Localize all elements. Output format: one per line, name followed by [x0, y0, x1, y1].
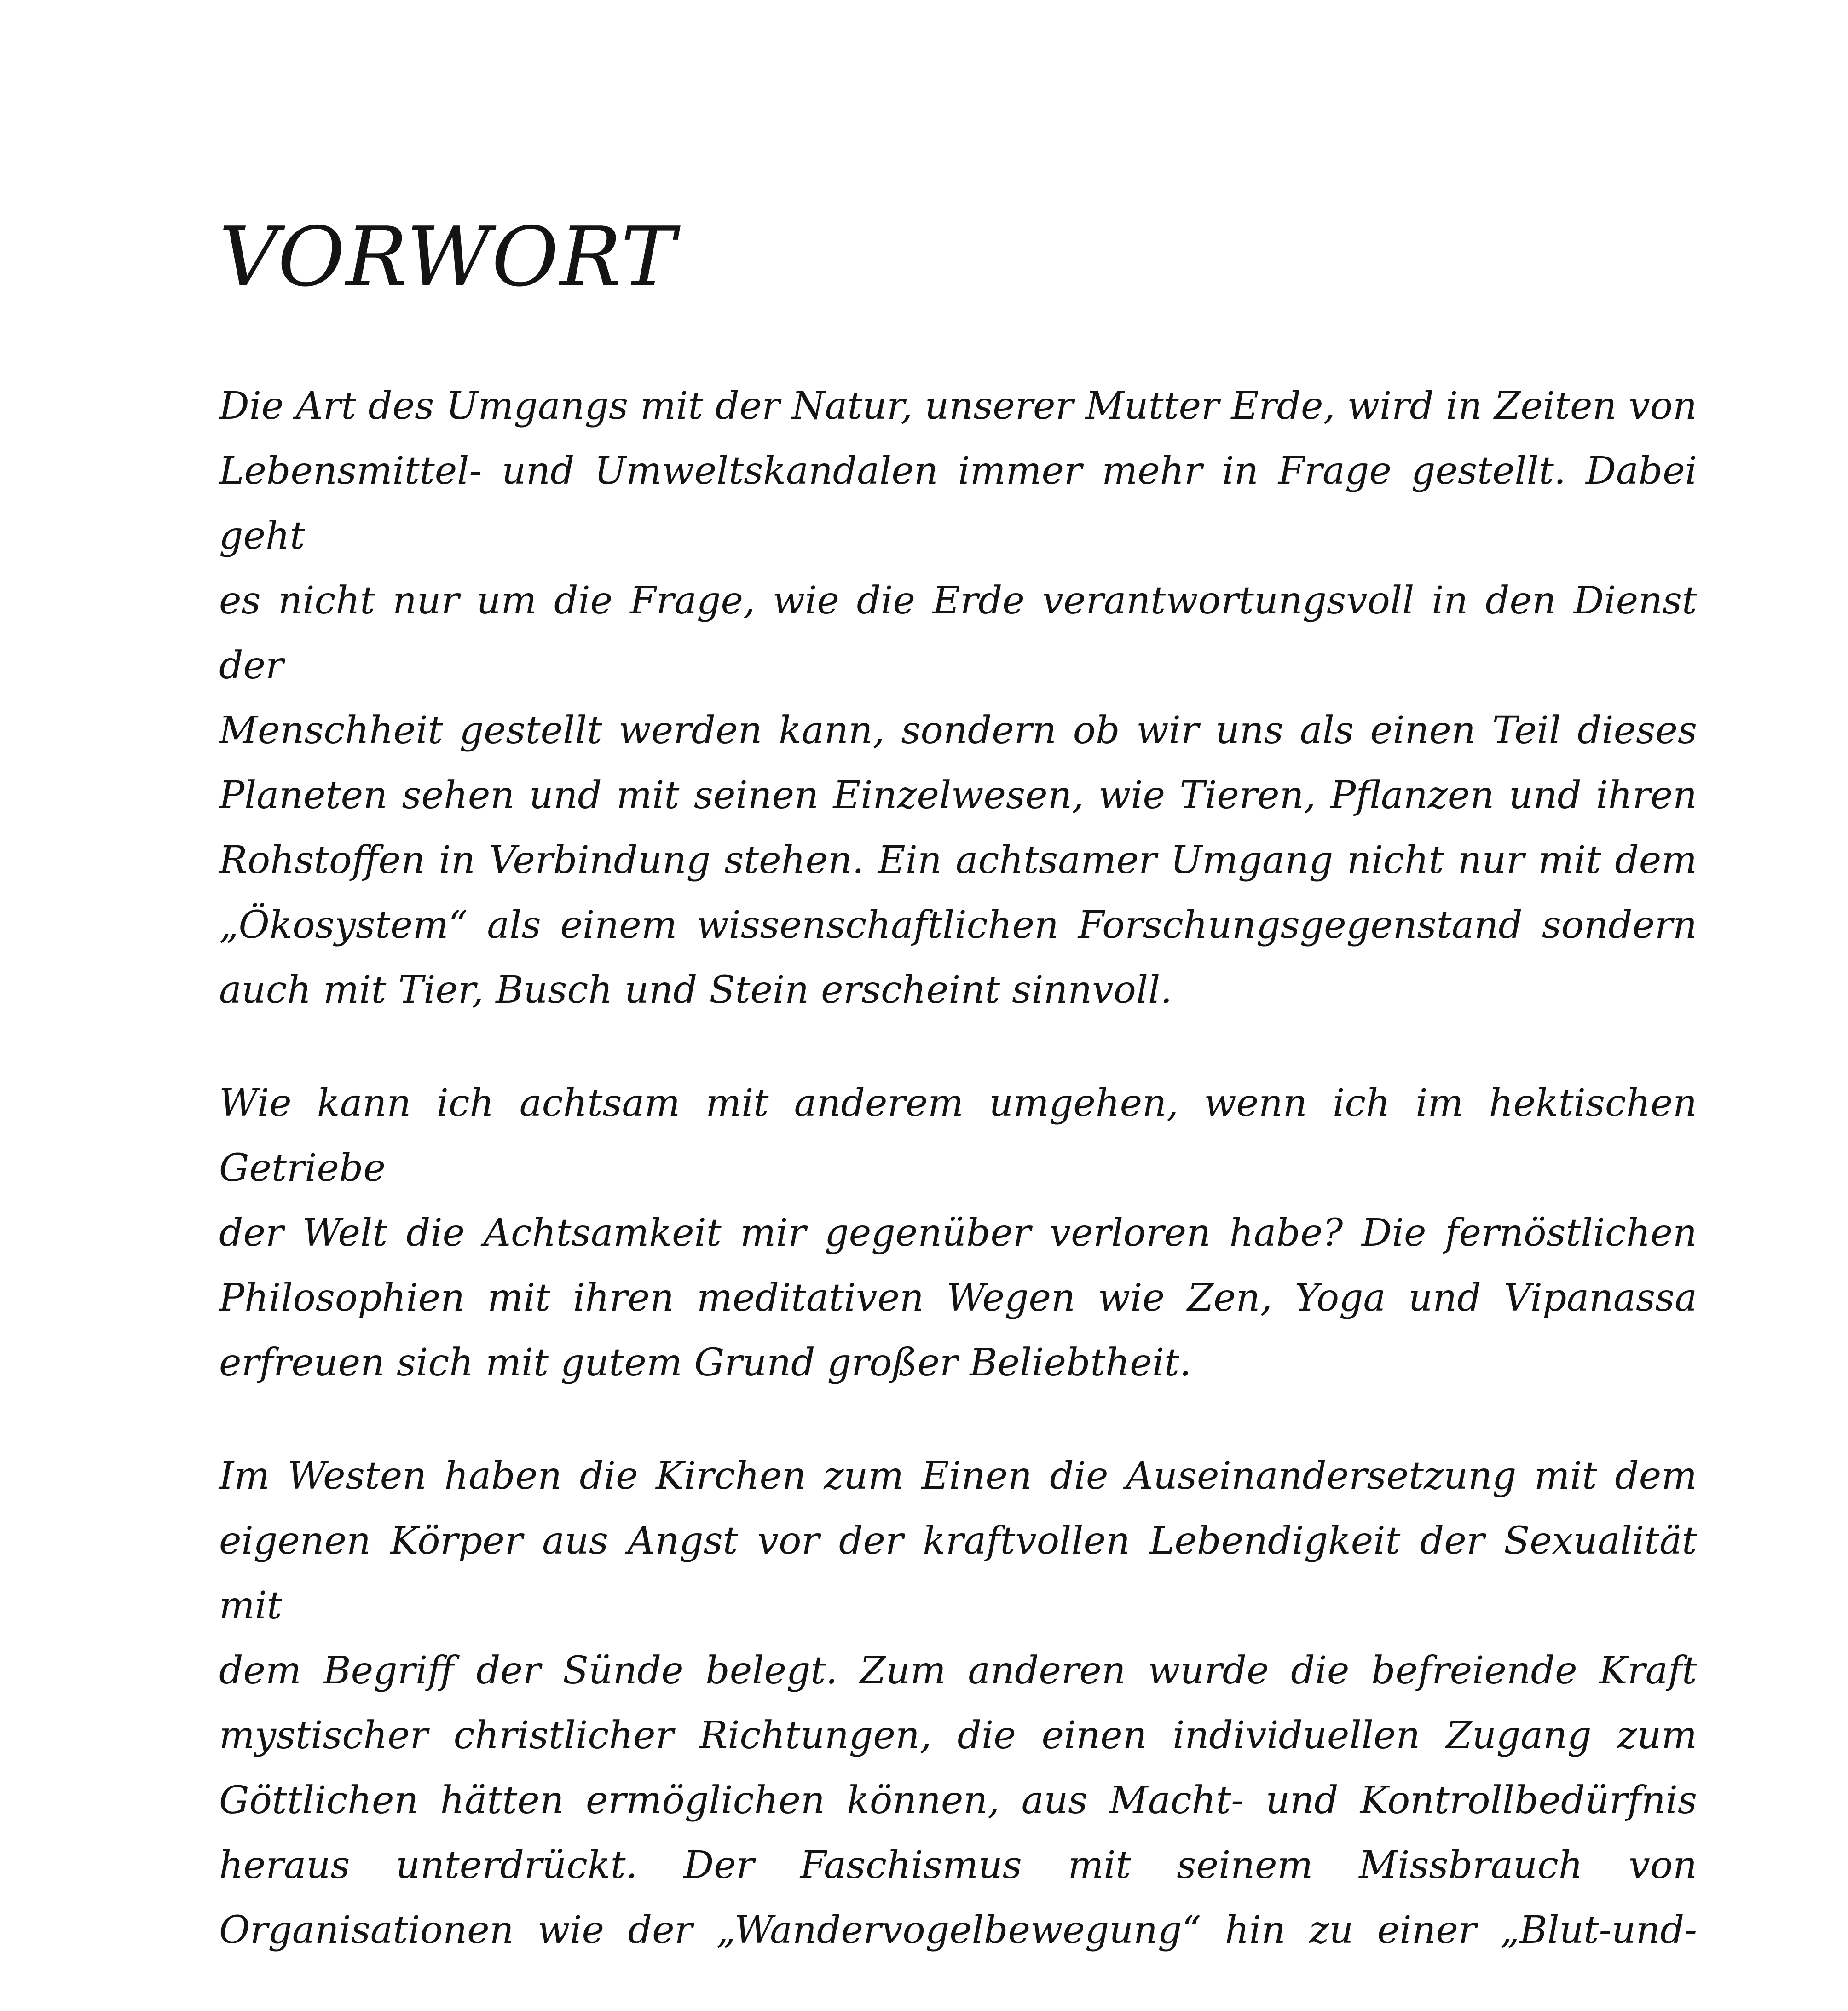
body-text: [219, 374, 1697, 2011]
text-line: Göttlichen hätten ermöglichen können, aus Macht- und Kontrollbedürfnis: [219, 1779, 1697, 1822]
text-line: Rohstoffen in Verbindung stehen. Ein achtsamer Umgang nicht nur mit dem: [219, 838, 1697, 882]
paragraph-2: [219, 1071, 1697, 1395]
text-line: Planeten sehen und mit seinen Einzelwesen, wie Tieren, Pflanzen und ihren: [219, 774, 1697, 817]
text-line: auch mit Tier, Busch und Stein erscheint sinnvoll.: [219, 968, 1172, 1012]
paragraph-1: [219, 374, 1697, 1023]
text-line: mystischer christlicher Richtungen, die einen individuellen Zugang zum: [219, 1714, 1697, 1757]
text-line: es nicht nur um die Frage, wie die Erde verantwortungsvoll in den Dienst der: [219, 579, 1697, 688]
text-line: Wie kann ich achtsam mit anderem umgehen, wenn ich im hektischen Getriebe: [219, 1081, 1697, 1190]
text-line: Im Westen haben die Kirchen zum Einen die Auseinandersetzung mit dem: [219, 1454, 1697, 1498]
text-line: Menschheit gestellt werden kann, sondern ob wir uns als einen Teil dieses: [219, 709, 1697, 752]
text-line: Lebensmittel- und Umweltskandalen immer mehr in Frage gestellt. Dabei geht: [219, 449, 1697, 558]
text-line: Organisationen wie der „Wandervogelbewegung“ hin zu einer „Blut-und-: [219, 1908, 1697, 1952]
page-title: VORWORT: [219, 209, 676, 305]
text-line: „Ökosystem“ als einem wissenschaftlichen Forschungsgegenstand sondern: [219, 903, 1697, 947]
text-line: der Welt die Achtsamkeit mir gegenüber verloren habe? Die fernöstlichen: [219, 1211, 1697, 1255]
paragraph-3: [219, 1444, 1697, 1963]
text-line: Die Art des Umgangs mit der Natur, unserer Mutter Erde, wird in Zeiten von: [219, 384, 1697, 428]
text-line: erfreuen sich mit gutem Grund großer Beliebtheit.: [219, 1341, 1192, 1385]
text-line: eigenen Körper aus Angst vor der kraftvollen Lebendigkeit der Sexualität mit: [219, 1519, 1697, 1628]
text-line: heraus unterdrückt. Der Faschismus mit seinem Missbrauch von: [219, 1843, 1697, 1887]
text-line: Philosophien mit ihren meditativen Wegen wie Zen, Yoga und Vipanassa: [219, 1276, 1697, 1320]
text-line: dem Begriff der Sünde belegt. Zum anderen wurde die befreiende Kraft: [219, 1649, 1697, 1693]
